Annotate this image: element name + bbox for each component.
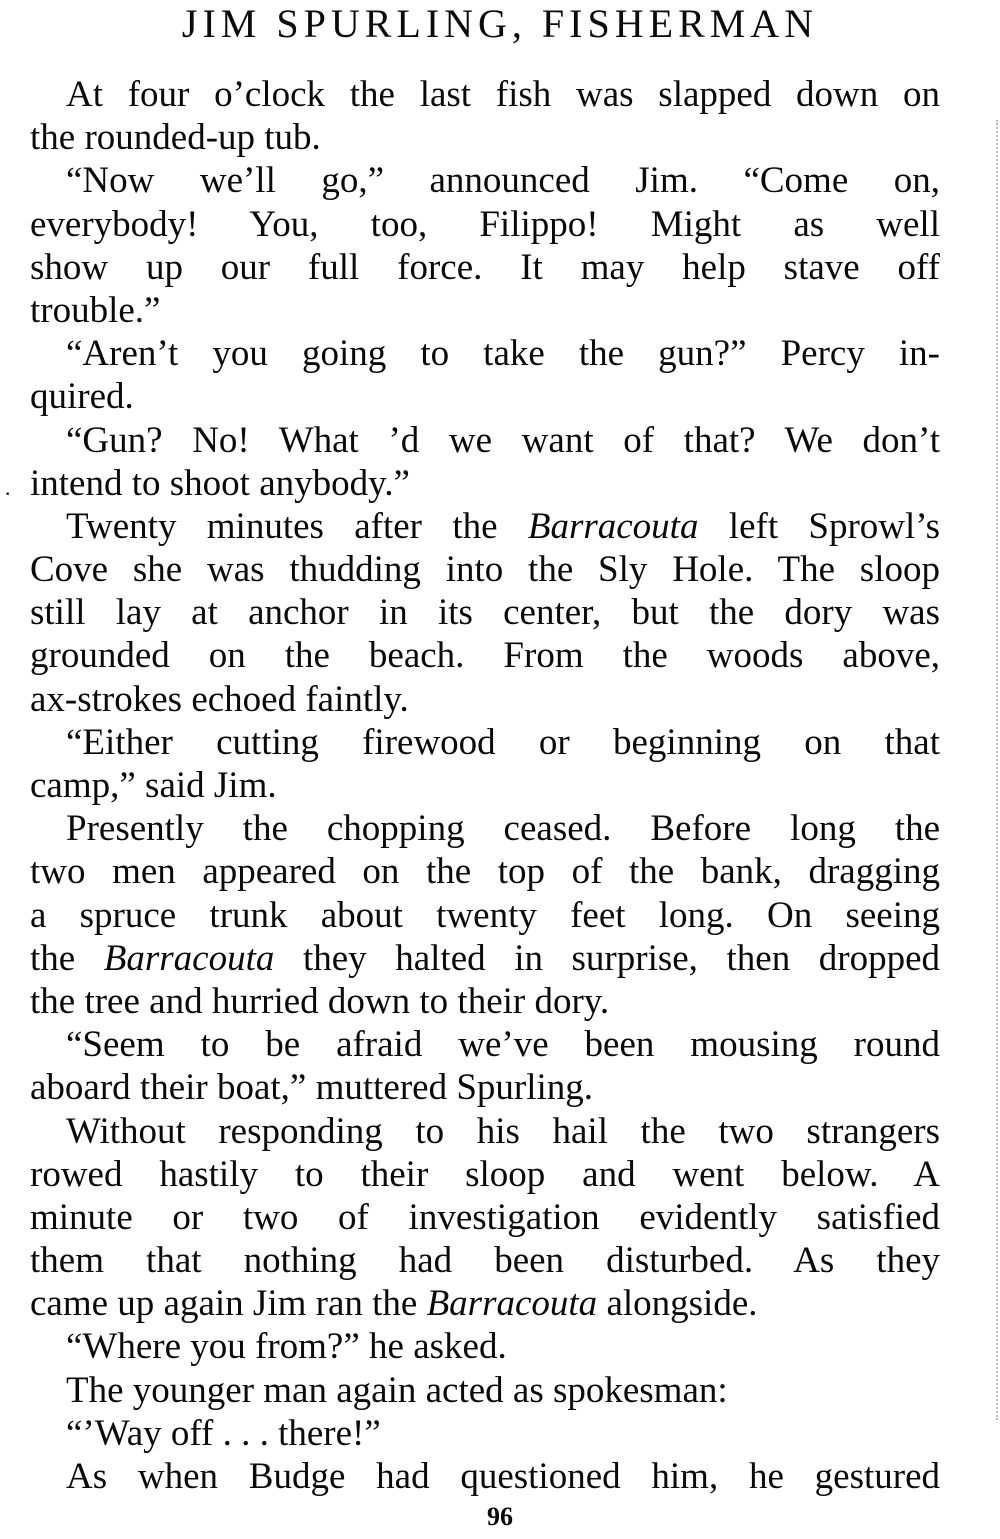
text-line: Cove she was thudding into the Sly Hole. The sloop xyxy=(30,549,940,591)
text-line: “Gun? No! What ’d we want of that? We don’t xyxy=(66,419,940,461)
page-number: 96 xyxy=(487,1502,513,1531)
text-line: “Either cutting firewood or beginning on that xyxy=(66,721,940,763)
text-line: a spruce trunk about twenty feet long. On seeing xyxy=(30,894,940,936)
margin-mark: · xyxy=(4,481,12,506)
text-line: rowed hastily to their sloop and went below. A xyxy=(30,1153,940,1195)
text-line: them that nothing had been disturbed. As they xyxy=(30,1240,940,1282)
text-line: aboard their boat,” muttered Spurling. xyxy=(30,1067,594,1109)
text-line: “Seem to be afraid we’ve been mousing round xyxy=(66,1024,940,1066)
text-line: grounded on the beach. From the woods above, xyxy=(30,635,940,677)
text-line: trouble.” xyxy=(30,289,161,331)
text-line: “Aren’t you going to take the gun?” Percy in- xyxy=(66,333,940,375)
text-line: “Now we’ll go,” announced Jim. “Come on, xyxy=(66,160,940,202)
text-line: quired. xyxy=(30,376,134,418)
text-line: intend to shoot anybody.” xyxy=(30,462,410,504)
text-line: Twenty minutes after the Barracouta left Sprowl’s xyxy=(66,505,940,547)
text-line: two men appeared on the top of the bank, dragging xyxy=(30,851,940,893)
text-line: everybody! You, too, Filippo! Might as well xyxy=(30,203,940,245)
text-line: ax-strokes echoed faintly. xyxy=(30,678,409,720)
text-line: still lay at anchor in its center, but the dory was xyxy=(30,592,940,634)
text-line: The younger man again acted as spokesman: xyxy=(66,1369,728,1411)
text-line: At four o’clock the last fish was slapped down on xyxy=(66,74,940,115)
text-line: “’Way off . . . there!” xyxy=(66,1412,381,1454)
text-line: camp,” said Jim. xyxy=(30,765,277,806)
text-line: As when Budge had questioned him, he gestured xyxy=(66,1456,940,1497)
page-edge-shadow xyxy=(994,120,998,1420)
text-line: minute or two of investigation evidently satisfied xyxy=(30,1196,940,1238)
running-head: JIM SPURLING, FISHERMAN xyxy=(181,1,819,46)
text-line: show up our full force. It may help stave off xyxy=(30,246,940,288)
text-line: the Barracouta they halted in surprise, then dropped xyxy=(30,937,941,979)
text-line: “Where you from?” he asked. xyxy=(66,1326,507,1368)
text-line: the rounded-up tub. xyxy=(30,117,321,159)
text-line: Without responding to his hail the two strangers xyxy=(66,1110,940,1152)
text-line: Presently the chopping ceased. Before long the xyxy=(66,808,940,850)
text-line: came up again Jim ran the Barracouta alongside. xyxy=(30,1283,758,1325)
text-line: the tree and hurried down to their dory. xyxy=(30,980,610,1022)
body-text xyxy=(30,73,940,1498)
